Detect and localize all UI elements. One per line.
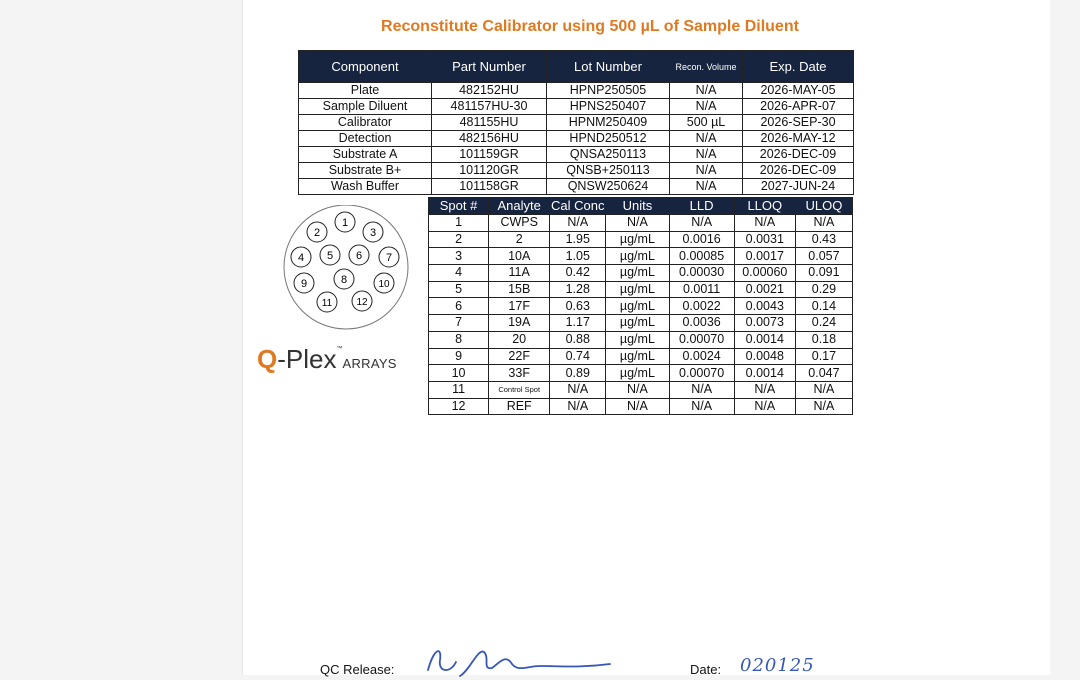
spot-label: 9 [300,278,308,290]
spot-cell: N/A [669,381,734,398]
spot-cell: 1.95 [550,231,606,248]
component-row [299,147,854,163]
components-table-body [299,83,854,195]
component-cell: QNSW250624 [547,179,670,195]
spot-cell: 12 [429,398,489,415]
spot-cell: 0.29 [795,281,852,298]
spots-table-body [429,215,853,415]
spot-label: 1 [341,217,349,229]
component-cell: QNSA250113 [547,147,670,163]
spot-cell: CWPS [489,215,550,232]
spot-cell: 0.0011 [669,281,734,298]
document-title: Reconstitute Calibrator using 500 µL of Sample Diluent [381,18,799,35]
spot-cell: 0.057 [795,248,852,265]
spot-cell: 8 [429,331,489,348]
spot-label: 3 [369,227,377,239]
component-row [299,83,854,99]
component-row [299,99,854,115]
component-cell: Substrate A [299,147,432,163]
spot-cell: 0.18 [795,331,852,348]
spot-cell: 19A [489,315,550,332]
header-recon-volume: Recon. Volume [670,51,743,83]
spot-cell: N/A [606,215,669,232]
spot-cell: µg/mL [606,281,669,298]
header-exp-date: Exp. Date [743,51,854,83]
component-cell: 2026-SEP-30 [743,115,854,131]
spot-cell: N/A [606,398,669,415]
spot-label: 7 [385,252,393,264]
spot-cell: N/A [550,215,606,232]
spot-cell: 0.74 [550,348,606,365]
spot-cell: 22F [489,348,550,365]
component-cell: Calibrator [299,115,432,131]
header-lot-number: Lot Number [547,51,670,83]
spot-cell: 1.28 [550,281,606,298]
spot-cell: 0.00085 [669,248,734,265]
spot-cell: 0.0014 [734,365,795,382]
spot-row [429,331,853,348]
date-value: 020125 [740,655,815,676]
component-cell: HPNS250407 [547,99,670,115]
spot-cell: 0.0017 [734,248,795,265]
spot-row [429,265,853,282]
spot-cell: N/A [795,381,852,398]
component-row [299,163,854,179]
header-lloq: LLOQ [734,198,795,215]
component-cell: N/A [670,83,743,99]
component-cell: N/A [670,131,743,147]
spot-label: 12 [356,297,368,308]
spot-cell: 0.00070 [669,331,734,348]
spot-cell: 17F [489,298,550,315]
spot-cell: 0.88 [550,331,606,348]
date-label: Date: [690,662,722,677]
header-cal-conc: Cal Conc [551,198,605,213]
spot-cell: µg/mL [606,248,669,265]
component-cell: Sample Diluent [299,99,432,115]
spot-cell: 7 [429,315,489,332]
spot-cell: µg/mL [606,265,669,282]
logo-trademark: ™ [336,346,343,352]
spot-cell: 0.00030 [669,265,734,282]
header-spot-number: Spot # [429,198,489,215]
spot-cell: 0.0014 [734,331,795,348]
header-units: Units [606,198,669,215]
logo-arrays-text: ARRAYS [342,356,397,371]
component-cell: QNSB+250113 [547,163,670,179]
spot-label: 2 [313,227,321,239]
component-cell: 481155HU [432,115,547,131]
logo-text: Q-Plex [257,344,337,374]
spot-cell: µg/mL [606,231,669,248]
spot-cell: 33F [489,365,550,382]
spot-cell: 0.43 [795,231,852,248]
spot-cell: µg/mL [606,365,669,382]
spot-cell: 0.0043 [734,298,795,315]
spot-label: 10 [378,279,390,290]
spot-cell: 0.0022 [669,298,734,315]
component-cell: N/A [670,99,743,115]
spot-cell: 1 [429,215,489,232]
spot-cell: 3 [429,248,489,265]
spot-row [429,365,853,382]
component-cell: Detection [299,131,432,147]
spot-label: 6 [355,250,363,262]
components-table [298,50,854,195]
spot-cell: Control Spot [489,381,550,398]
header-uloq: ULOQ [795,198,852,215]
component-cell: HPNM250409 [547,115,670,131]
spot-row [429,348,853,365]
component-cell: 2026-DEC-09 [743,163,854,179]
spot-cell: N/A [734,381,795,398]
spot-cell: N/A [795,215,852,232]
spot-cell: N/A [669,398,734,415]
spot-cell: 10 [429,365,489,382]
spot-cell: 6 [429,298,489,315]
spot-cell: 1.17 [550,315,606,332]
spot-row [429,298,853,315]
spot-cell: 9 [429,348,489,365]
component-cell: 2027-JUN-24 [743,179,854,195]
spot-layout-diagram [272,205,422,330]
spot-cell: µg/mL [606,348,669,365]
component-row [299,179,854,195]
spot-cell: N/A [550,381,606,398]
page-edge [242,0,243,675]
spot-row [429,215,853,232]
spot-row [429,248,853,265]
component-cell: 481157HU-30 [432,99,547,115]
spot-cell: N/A [606,381,669,398]
spots-header-row [429,198,853,215]
spot-row [429,381,853,398]
spot-cell: N/A [734,215,795,232]
spot-row [429,398,853,415]
spot-cell: 10A [489,248,550,265]
component-cell: 500 µL [670,115,743,131]
header-analyte: Analyte [489,198,550,215]
spot-cell: 11 [429,381,489,398]
spot-cell: 0.047 [795,365,852,382]
spot-cell: 0.0016 [669,231,734,248]
component-cell: N/A [670,147,743,163]
component-cell: N/A [670,179,743,195]
spot-row [429,315,853,332]
spots-table [428,197,853,415]
component-row [299,131,854,147]
spot-cell: N/A [734,398,795,415]
component-cell: Plate [299,83,432,99]
component-cell: 101158GR [432,179,547,195]
spot-cell: 0.0048 [734,348,795,365]
header-part-number: Part Number [432,51,547,83]
spot-label: 5 [326,250,334,262]
spot-label: 4 [297,252,305,264]
component-cell: HPND250512 [547,131,670,147]
spot-cell: 0.00060 [734,265,795,282]
spot-cell: µg/mL [606,315,669,332]
spot-cell: 0.00070 [669,365,734,382]
component-cell: 101159GR [432,147,547,163]
spot-cell: µg/mL [606,298,669,315]
spot-cell: 2 [429,231,489,248]
qc-release-label: QC Release: [320,662,395,677]
spot-row [429,231,853,248]
spot-cell: 5 [429,281,489,298]
spot-label: 11 [321,298,333,309]
spot-label: 8 [340,274,348,286]
spot-cell: 0.63 [550,298,606,315]
component-cell: Substrate B+ [299,163,432,179]
components-header-row [299,51,854,83]
component-cell: 482152HU [432,83,547,99]
spot-cell: REF [489,398,550,415]
component-cell: N/A [670,163,743,179]
spot-cell: 0.14 [795,298,852,315]
spot-row [429,281,853,298]
spot-cell: 11A [489,265,550,282]
spot-cell: 4 [429,265,489,282]
spot-cell: 20 [489,331,550,348]
component-cell: 2026-DEC-09 [743,147,854,163]
spot-cell: µg/mL [606,331,669,348]
component-cell: 101120GR [432,163,547,179]
spot-cell: 0.0073 [734,315,795,332]
component-row [299,115,854,131]
component-cell: 482156HU [432,131,547,147]
spot-cell: 0.0024 [669,348,734,365]
spot-cell: 0.17 [795,348,852,365]
component-cell: 2026-MAY-05 [743,83,854,99]
spot-cell: 1.05 [550,248,606,265]
header-component: Component [299,51,432,83]
spot-cell: 0.89 [550,365,606,382]
header-lld: LLD [669,198,734,215]
spot-cell: 0.42 [550,265,606,282]
spot-cell: 0.0036 [669,315,734,332]
component-cell: HPNP250505 [547,83,670,99]
qc-signature [420,640,620,680]
component-cell: 2026-APR-07 [743,99,854,115]
spot-cell: 0.091 [795,265,852,282]
component-cell: Wash Buffer [299,179,432,195]
component-cell: 2026-MAY-12 [743,131,854,147]
spot-cell: N/A [550,398,606,415]
qplex-arrays-logo [257,344,397,378]
spot-cell: 0.0031 [734,231,795,248]
spot-cell: 2 [489,231,550,248]
spot-cell: 0.0021 [734,281,795,298]
spot-cell: N/A [669,215,734,232]
spot-cell: 15B [489,281,550,298]
spot-cell: N/A [795,398,852,415]
spot-cell: 0.24 [795,315,852,332]
